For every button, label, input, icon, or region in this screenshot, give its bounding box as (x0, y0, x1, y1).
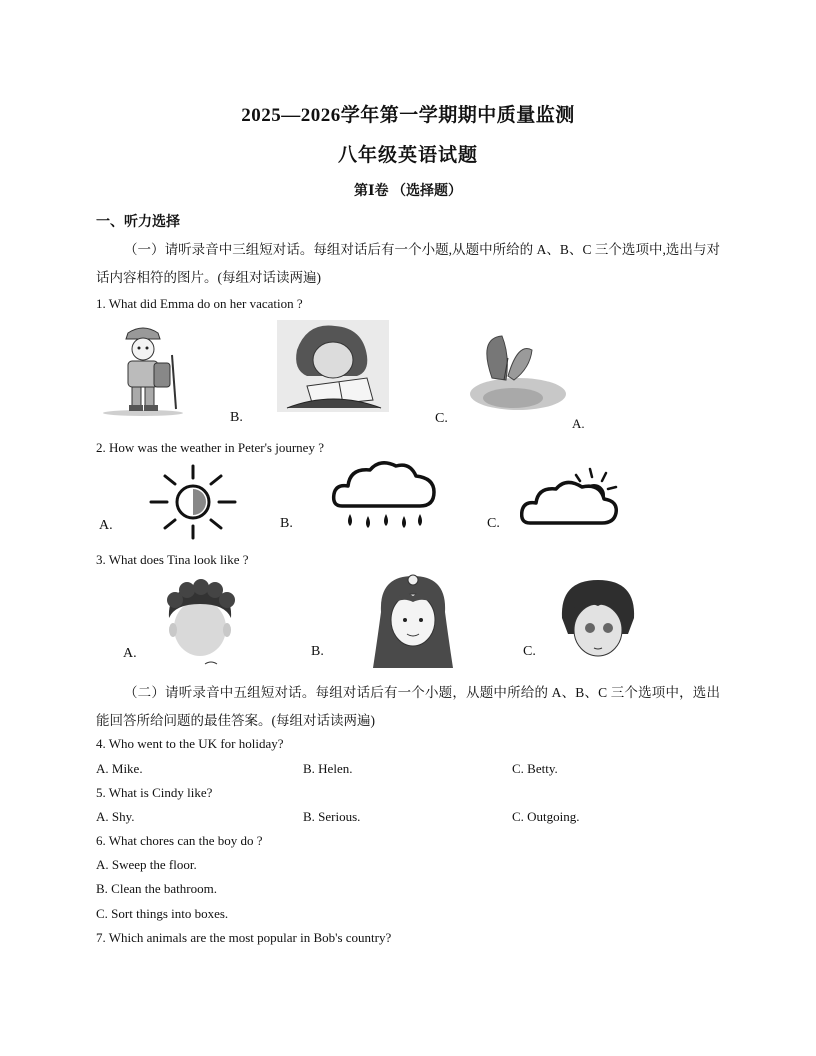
question-1: 1. What did Emma do on her vacation ? (96, 296, 303, 311)
q1-label-c: C. (435, 411, 448, 426)
q6-option-a: A. Sweep the floor. (96, 857, 197, 872)
q4-option-b: B. Helen. (303, 761, 353, 776)
sun-icon (145, 462, 241, 542)
q2-label-c: C. (487, 516, 500, 531)
rain-cloud-icon (330, 460, 440, 536)
q2-label-a: A. (99, 518, 113, 533)
q3-label-c: C. (523, 644, 536, 659)
q3-label-b: B. (311, 644, 324, 659)
cloud-sun-icon (520, 465, 624, 533)
q3-label-a: A. (123, 646, 137, 661)
q4-option-a: A. Mike. (96, 761, 143, 776)
q4-option-c: C. Betty. (512, 761, 558, 776)
q6-option-b: B. Clean the bathroom. (96, 881, 217, 896)
exam-title: 2025—2026学年第一学期期中质量监测 (241, 105, 575, 126)
long-hair-girl-image (365, 572, 461, 672)
question-7: 7. Which animals are the most popular in Bob's country? (96, 930, 392, 945)
q5-option-b: B. Serious. (303, 809, 361, 824)
hiker-girl-image (98, 325, 188, 417)
question-5: 5. What is Cindy like? (96, 785, 213, 800)
q2-label-b: B. (280, 516, 293, 531)
q1-label-a: A. (572, 416, 585, 431)
reading-girl-image (277, 320, 389, 412)
curly-hair-boy-image (155, 578, 245, 670)
q1-label-b: B. (230, 410, 243, 425)
question-4: 4. Who went to the UK for holiday? (96, 736, 284, 751)
q6-option-c: C. Sort things into boxes. (96, 906, 229, 921)
question-2: 2. How was the weather in Peter's journey ? (96, 440, 324, 455)
part2-instruction: （二）请听录音中五组短对话。每组对话后有一个小题，从题中所给的 A、B、C 三个选项中，选出能回答所给问题的最佳答案。(每组对话读两遍) (96, 685, 720, 728)
question-3: 3. What does Tina look like ? (96, 552, 249, 567)
short-hair-girl-image (556, 574, 640, 668)
q5-option-c: C. Outgoing. (512, 809, 580, 824)
butterfly-image (458, 328, 568, 414)
part1-instruction: （一）请听录音中三组短对话。每组对话后有一个小题,从题中所给的 A、B、C 三个选项中,选出与对话内容相符的图片。(每组对话读两遍) (96, 242, 720, 285)
question-6: 6. What chores can the boy do ? (96, 833, 263, 848)
q5-option-a: A. Shy. (96, 809, 135, 824)
section-heading: 一、听力选择 (96, 215, 180, 230)
volume-title: 第Ⅰ卷 （选择题） (353, 184, 463, 199)
exam-subtitle: 八年级英语试题 (337, 145, 478, 166)
